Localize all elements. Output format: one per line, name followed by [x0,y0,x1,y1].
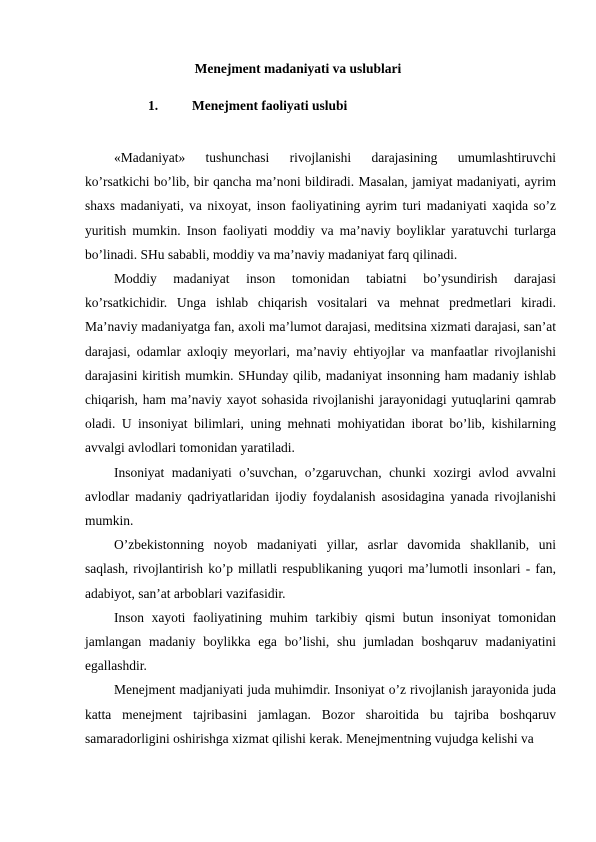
paragraph: «Madaniyat» tushunchasi rivojlanishi darajasining umumlashtiruvchi ko’rsatkichi bo’lib, bir qancha ma’noni bildiradi. Masalan, jamiyat madaniyati, ayrim shaxs madaniyati, va nixoyat, inson faoliyatining ayrim turi madaniyati xaqida so’z yuritish mumkin. Inson faoliyati moddiy va ma’naviy boyliklar yaratuvchi turlarga bo’linadi. SHu sababli, moddiy va ma’naviy madaniyat farq qilinadi. [85,150,556,262]
body-text [85,146,556,751]
paragraph: Menejment madjaniyati juda muhimdir. Insoniyat o’z rivojlanish jarayonida juda katta menejment tajribasini jamlagan. Bozor sharoitida bu tajriba boshqaruv samaradorligini oshirishga xizmat qilishi kerak. Menejmentning vujudga kelishi va [85,682,556,746]
page-title: Menejment madaniyati va uslublari [194,61,402,76]
section-heading [148,98,347,114]
section-title: Menejment faoliyati uslubi [192,98,348,113]
section-number: 1. [148,98,159,113]
paragraph: Inson xayoti faoliyatining muhim tarkibiy qismi butun insoniyat tomonidan jamlangan madaniy boylikka ega bo’lishi, shu jumladan boshqaruv madaniyatini egallashdir. [85,609,556,674]
paragraph: Insoniyat madaniyati o’suvchan, o’zgaruvchan, chunki xozirgi avlod avvalni avlodlar madaniy qadriyatlaridan ijodiy foydalanish asosidagina yanada rivojlanishi mumkin. [85,464,556,529]
paragraph: Moddiy madaniyat inson tomonidan tabiatni bo’ysundirish darajasi ko’rsatkichidir. Unga ishlab chiqarish vositalari va mehnat predmetlari kiradi. Ma’naviy madaniyatga fan, axoli ma’lumot darajasi, meditsina xizmati darajasi, san’at darajasi, odamlar axloqiy meyorlari, ma’naviy ehtiyojlar va manfaatlar rivojlanishi darajasini kiritish mumkin. SHunday qilib, madaniyat insonning ham madaniy ishlab chiqarish, ham ma’naviy xayot sohasida rivojlanishi jarayonidagi yutuqlarini qamrab oladi. U insoniyat bilimlari, uning mehnati mohiyatidan iborat bo’lib, kishilarning avvalgi avlodlari tomonidan yaratiladi. [85,271,556,456]
paragraph: O’zbekistonning noyob madaniyati yillar, asrlar davomida shakllanib, uni saqlash, rivojlantirish ko’p millatli respublikaning yuqori ma’lumotli insonlari - fan, adabiyot, san’at arboblari vazifasidir. [85,537,556,601]
